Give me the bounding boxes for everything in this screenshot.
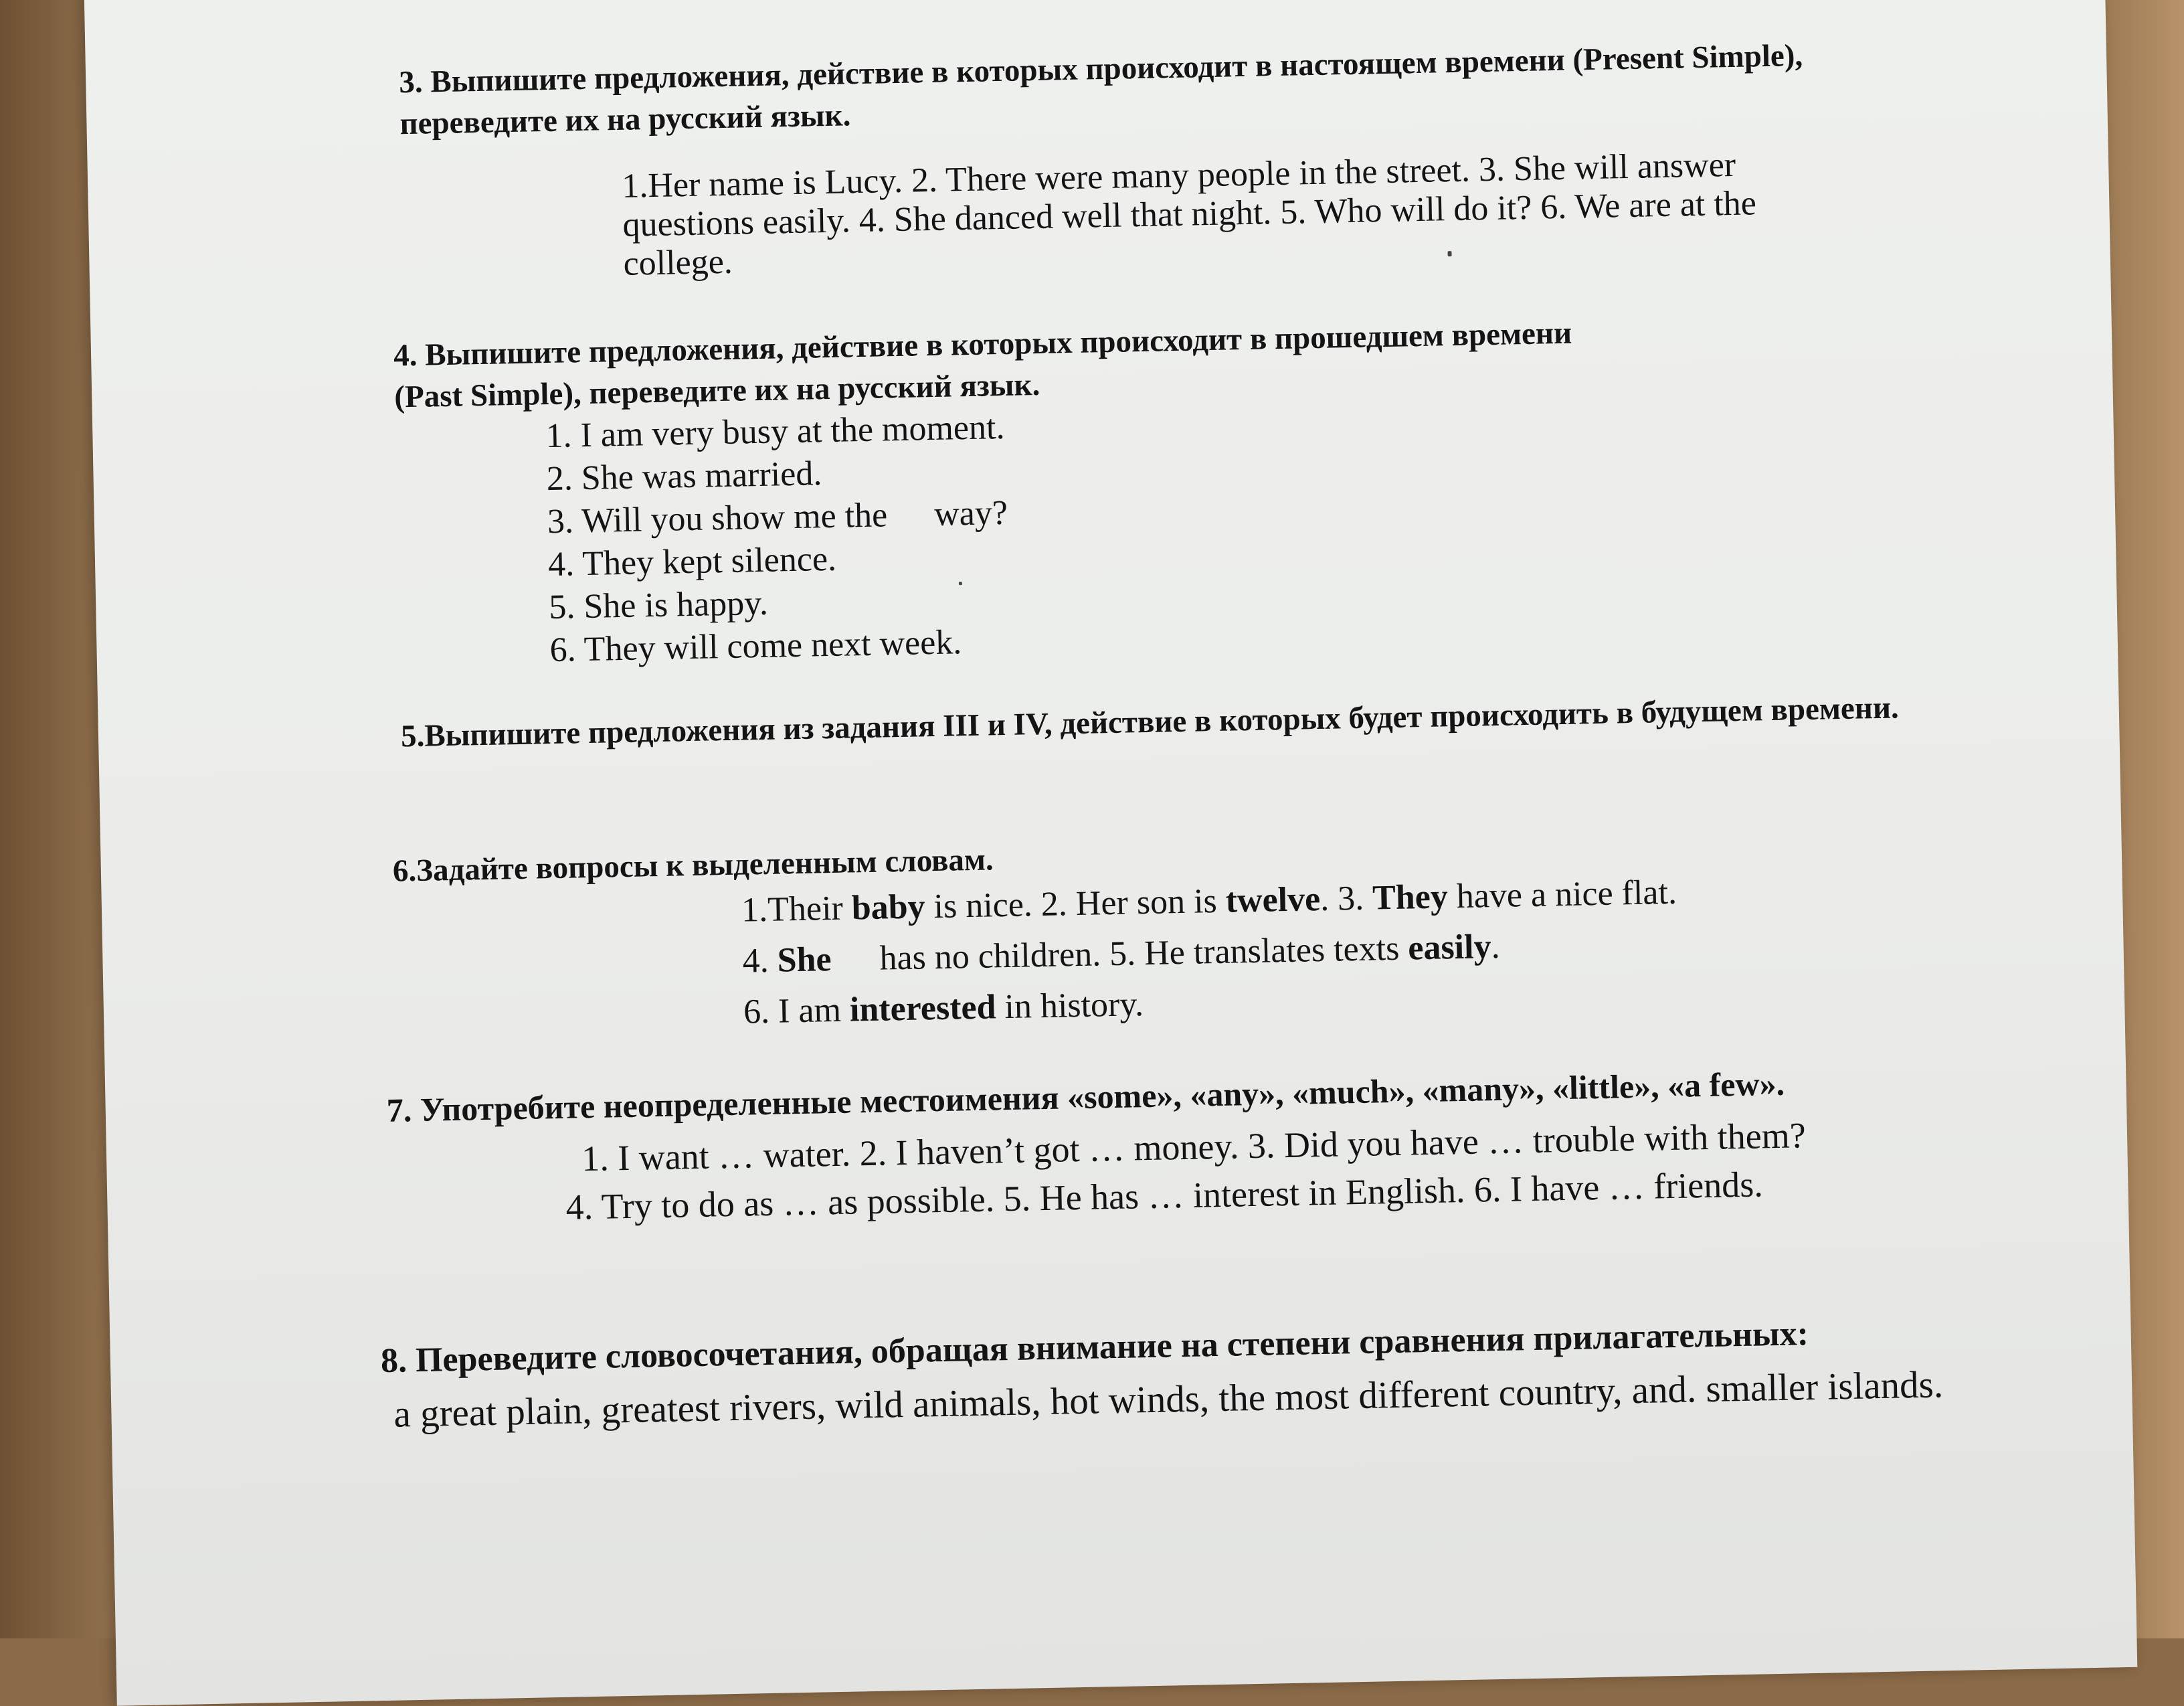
task-4-list (545, 387, 2005, 672)
task-5 (400, 681, 1926, 764)
list-item-text-end: way? (933, 493, 1008, 533)
task-4-heading-line-1: 4. Выпишите предложения, действие в которых происходит в прошедшем времени (393, 315, 1572, 373)
paper-speck (959, 582, 962, 585)
task-6 (392, 819, 2068, 1045)
task-3-heading: 3. Выпишите предложения, действие в которых происходит в настоящем времени (Present Simple), переведите их на русский язык. (398, 37, 1803, 142)
task-5-heading: 5.Выпишите предложения из задания III и IV, действие в которых будет происходить в будущем времени. (400, 690, 1900, 754)
highlighted-word: interested (849, 988, 996, 1029)
text: 1.Their (741, 889, 852, 930)
text: 6. I am (743, 991, 850, 1031)
task-4 (393, 304, 2005, 675)
list-item: 6. They will come next week. (549, 623, 962, 670)
highlighted-word: twelve (1225, 880, 1321, 920)
highlighted-word: baby (851, 887, 926, 928)
highlighted-word: She (777, 940, 832, 980)
text: have a nice flat. (1447, 873, 1677, 916)
highlighted-word: easily (1407, 928, 1492, 968)
paper-speck (1447, 251, 1451, 256)
text: is nice. 2. Her son is (925, 881, 1226, 926)
task-8 (380, 1300, 2095, 1440)
text: . (1490, 927, 1501, 966)
list-item-text: 3. Will you show me the (547, 496, 888, 541)
text: 4. (742, 941, 778, 980)
list-item: 5. She is happy. (548, 584, 769, 627)
list-item: 4. They kept silence. (547, 539, 837, 584)
task-7-line-2: 4. Try to do as … as possible. 5. He has … interest in English. 6. I have … friends. (565, 1164, 1764, 1227)
text: . 3. (1320, 879, 1373, 919)
task-3-sentences: 1.Her name is Lucy. 2. There were many people in the street. 3. She will answer questions easily. 4. She danced well that night. 5. Who will do it? 6. We are at the college. (621, 145, 1757, 283)
task-6-heading: 6.Задайте вопросы к выделенным словам. (392, 842, 994, 889)
text: in history. (995, 985, 1144, 1027)
task-4-heading-line-2: (Past Simple), переведите их на русский язык. (393, 367, 1040, 415)
task-6-sentences (741, 860, 2068, 1038)
worksheet-page (84, 0, 2138, 1706)
task-8-heading: 8. Переведите словосочетания, обращая внимание на степени сравнения прилагательных: (380, 1314, 1809, 1381)
task-3 (399, 32, 1942, 288)
list-item: 2. She was married. (546, 454, 822, 499)
task-7-line-1: 1. I want … water. 2. I haven’t got … money. 3. Did you have … trouble with them? (581, 1115, 1807, 1179)
task-7-heading: 7. Употребите неопределенные местоимения «some», «any», «much», «many», «little», «a few». (386, 1064, 1785, 1129)
list-item: 1. I am very busy at the moment. (545, 408, 1005, 456)
task-8-phrases: a great plain, greatest rivers, wild animals, hot winds, the most different country, and. smaller islands. (393, 1363, 1944, 1436)
task-7 (386, 1052, 2102, 1235)
highlighted-word: They (1372, 877, 1449, 918)
text: has no children. 5. He translates texts (879, 929, 1408, 978)
